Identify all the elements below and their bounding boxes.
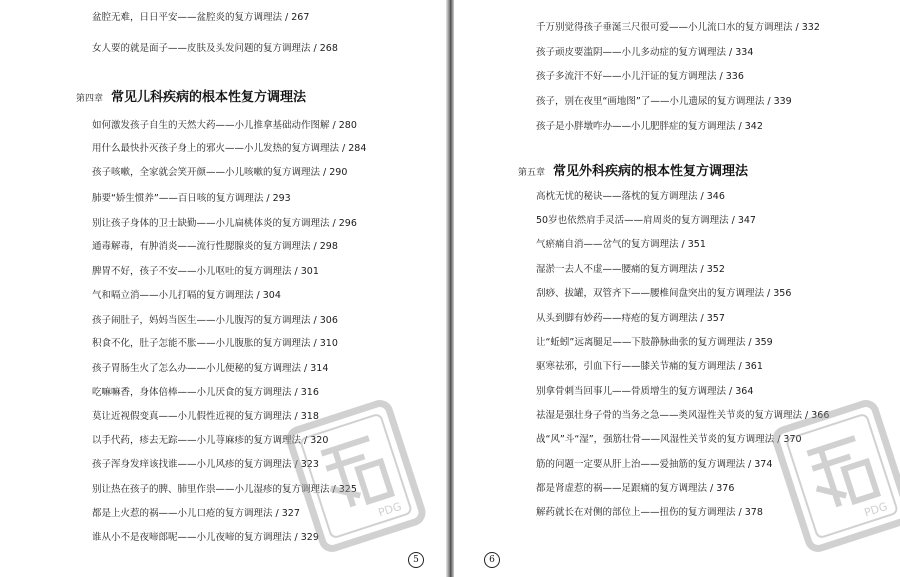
toc-entry: 筋的问题一定要从肝上治——爱抽筋的复方调理法 / 374 xyxy=(536,459,773,470)
toc-entry: 解药就长在对侧的部位上——扭伤的复方调理法 / 378 xyxy=(536,507,763,518)
page-number: 6 xyxy=(484,552,500,568)
toc-entry: 孩子，别在夜里“画地图”了——小儿遗尿的复方调理法 / 339 xyxy=(536,96,792,107)
toc-entry: 从头到脚有妙药——痔疮的复方调理法 / 357 xyxy=(536,313,725,324)
toc-entry: 孩子胃肠生火了怎么办——小儿便秘的复方调理法 / 314 xyxy=(92,363,329,374)
toc-entry: 谁从小不是夜啼郎呢——小儿夜啼的复方调理法 / 329 xyxy=(92,532,319,543)
toc-entry: 莫让近视假变真——小儿假性近视的复方调理法 / 318 xyxy=(92,411,319,422)
toc-entry: 都是肾虚惹的祸——足跟痛的复方调理法 / 376 xyxy=(536,483,735,494)
toc-entry: 驱寒祛邪，引血下行——膝关节痛的复方调理法 / 361 xyxy=(536,361,763,372)
toc-entry: 让“蚯蚓”远离腿足——下肢静脉曲张的复方调理法 / 359 xyxy=(536,337,773,348)
chapter-title: 常见外科疾病的根本性复方调理法 xyxy=(553,164,749,179)
toc-entry: 盆腔无难，日日平安——盆腔炎的复方调理法 / 267 xyxy=(92,12,310,23)
toc-entry: 气和嗝立消——小儿打嗝的复方调理法 / 304 xyxy=(92,290,281,301)
toc-entry: 千万别觉得孩子垂涎三尺很可爱——小儿流口水的复方调理法 / 332 xyxy=(536,22,820,33)
toc-entry: 积食不化，肚子怎能不胀——小儿腹胀的复方调理法 / 310 xyxy=(92,338,338,349)
toc-entry: 高枕无忧的秘诀——落枕的复方调理法 / 346 xyxy=(536,191,725,202)
chapter-number: 第五章 xyxy=(518,168,546,178)
chapter-heading xyxy=(76,86,306,105)
toc-entry: 战“风”斗“湿”，强筋壮骨——风湿性关节炎的复方调理法 / 370 xyxy=(536,434,802,445)
chapter-number: 第四章 xyxy=(76,94,104,104)
toc-entry: 别让热在孩子的脾、肺里作祟——小儿湿疹的复方调理法 / 325 xyxy=(92,484,357,495)
right-page xyxy=(454,0,900,577)
toc-entry: 别拿骨刺当回事儿——骨质增生的复方调理法 / 364 xyxy=(536,386,754,397)
toc-entry: 湿淤一去人不虚——腰痛的复方调理法 / 352 xyxy=(536,264,725,275)
toc-entry: 孩子浑身发痒该找谁——小儿风疹的复方调理法 / 323 xyxy=(92,459,319,470)
toc-entry: 脾胃不好，孩子不安——小儿呕吐的复方调理法 / 301 xyxy=(92,266,319,277)
toc-entry: 肺要“娇生惯养”——百日咳的复方调理法 / 293 xyxy=(92,193,291,204)
toc-entry: 孩子闹肚子，妈妈当医生——小儿腹泻的复方调理法 / 306 xyxy=(92,315,338,326)
toc-entry: 孩子是小胖墩咋办——小儿肥胖症的复方调理法 / 342 xyxy=(536,121,763,132)
chapter-heading xyxy=(518,160,748,179)
toc-entry: 50岁也依然肩手灵活——肩周炎的复方调理法 / 347 xyxy=(536,215,756,226)
page-number: 5 xyxy=(408,552,424,568)
chapter-title: 常见儿科疾病的根本性复方调理法 xyxy=(111,90,307,105)
left-page xyxy=(0,0,446,577)
toc-entry: 以手代药，疹去无踪——小儿荨麻疹的复方调理法 / 320 xyxy=(92,435,329,446)
toc-entry: 别让孩子身体的卫士缺勤——小儿扁桃体炎的复方调理法 / 296 xyxy=(92,218,357,229)
toc-entry: 气瘀痛自消——岔气的复方调理法 / 351 xyxy=(536,239,706,250)
toc-entry: 女人要的就是面子——皮肤及头发问题的复方调理法 / 268 xyxy=(92,43,338,54)
toc-entry: 用什么最快扑灭孩子身上的邪火——小儿发热的复方调理法 / 284 xyxy=(92,143,367,154)
toc-entry: 祛湿是强壮身子骨的当务之急——类风湿性关节炎的复方调理法 / 366 xyxy=(536,410,830,421)
book-spine xyxy=(446,0,454,577)
toc-entry: 刮痧、拔罐，双管齐下——腰椎间盘突出的复方调理法 / 356 xyxy=(536,288,792,299)
toc-entry: 孩子多流汗不好——小儿汗证的复方调理法 / 336 xyxy=(536,71,744,82)
svg-text:PDG: PDG xyxy=(376,499,404,520)
toc-entry: 通毒解毒，有肿消炎——流行性腮腺炎的复方调理法 / 298 xyxy=(92,241,338,252)
toc-entry: 如何激发孩子自生的天然大药——小儿推拿基础动作图解 / 280 xyxy=(92,120,357,131)
toc-entry: 孩子咳嗽，全家就会笑开颜——小儿咳嗽的复方调理法 / 290 xyxy=(92,167,348,178)
toc-entry: 孩子顽皮要滥阴——小儿多动症的复方调理法 / 334 xyxy=(536,47,754,58)
toc-entry: 都是上火惹的祸——小儿口疮的复方调理法 / 327 xyxy=(92,508,300,519)
toc-entry: 吃嘛嘛香，身体倍棒——小儿厌食的复方调理法 / 316 xyxy=(92,387,319,398)
svg-text:PDG: PDG xyxy=(862,499,890,520)
